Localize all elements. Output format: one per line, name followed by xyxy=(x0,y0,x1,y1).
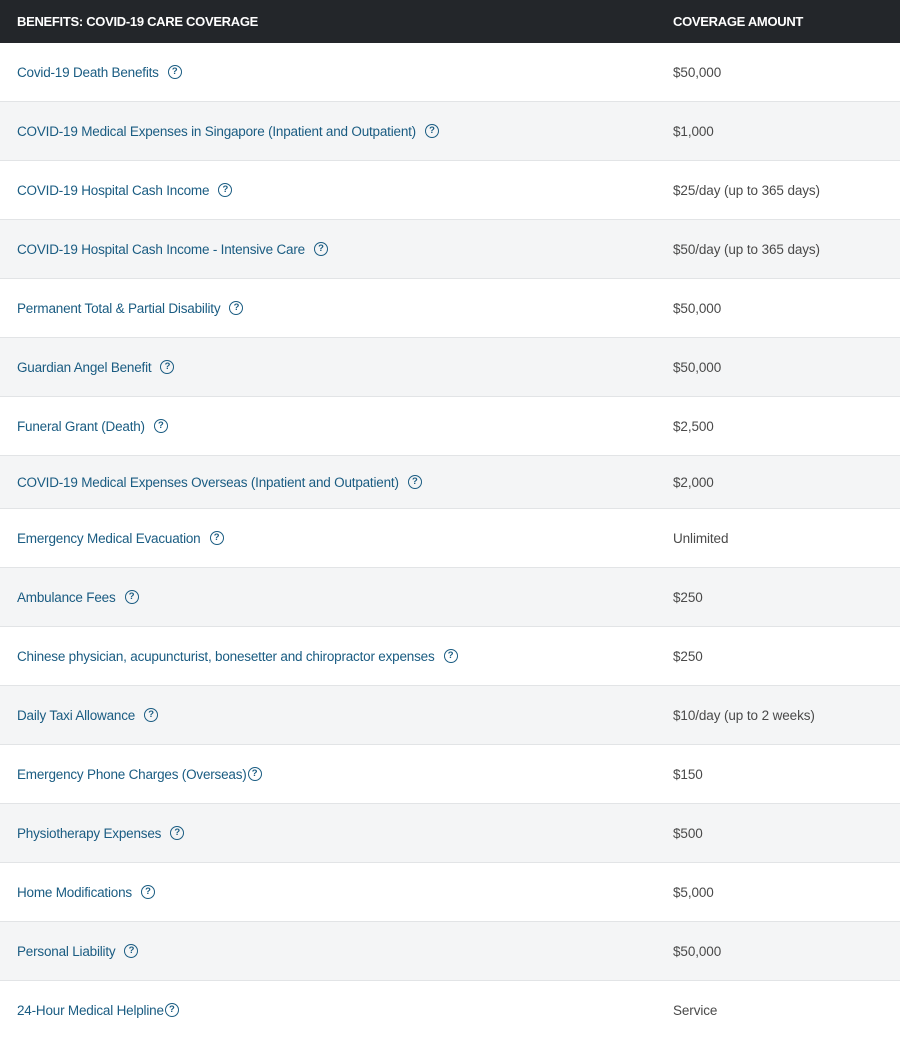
table-row xyxy=(0,686,900,745)
coverage-amount: $150 xyxy=(673,766,703,782)
help-icon[interactable]: ? xyxy=(408,475,422,489)
coverage-amount: $2,500 xyxy=(673,418,714,434)
benefit-link[interactable]: 24-Hour Medical Helpline xyxy=(17,1002,164,1018)
coverage-amount: Unlimited xyxy=(673,530,729,546)
table-header xyxy=(0,0,900,43)
table-row xyxy=(0,456,900,509)
coverage-amount: $50,000 xyxy=(673,64,722,80)
benefit-link[interactable]: COVID-19 Medical Expenses in Singapore (Inpatient and Outpatient) xyxy=(17,123,416,139)
coverage-amount: $250 xyxy=(673,648,703,664)
table-body xyxy=(0,43,900,1037)
benefit-link[interactable]: COVID-19 Medical Expenses Overseas (Inpatient and Outpatient) xyxy=(17,474,399,490)
help-icon[interactable]: ? xyxy=(210,531,224,545)
table-row xyxy=(0,102,900,161)
benefit-link[interactable]: Funeral Grant (Death) xyxy=(17,418,145,434)
benefit-cell xyxy=(0,242,673,257)
table-row xyxy=(0,509,900,568)
benefit-link[interactable]: Permanent Total & Partial Disability xyxy=(17,300,221,316)
coverage-amount: Service xyxy=(673,1002,718,1018)
benefit-link[interactable]: COVID-19 Hospital Cash Income xyxy=(17,182,210,198)
benefit-link[interactable]: Guardian Angel Benefit xyxy=(17,359,152,375)
help-icon[interactable]: ? xyxy=(125,590,139,604)
coverage-amount: $10/day (up to 2 weeks) xyxy=(673,707,815,723)
benefit-cell xyxy=(0,531,673,546)
table-row xyxy=(0,338,900,397)
benefit-link[interactable]: Emergency Phone Charges (Overseas) xyxy=(17,766,247,782)
table-row xyxy=(0,220,900,279)
help-icon[interactable]: ? xyxy=(124,944,138,958)
help-icon[interactable]: ? xyxy=(218,183,232,197)
benefit-cell xyxy=(0,1003,673,1018)
help-icon[interactable]: ? xyxy=(154,419,168,433)
coverage-amount: $50/day (up to 365 days) xyxy=(673,241,820,257)
coverage-amount: $50,000 xyxy=(673,300,722,316)
amount-column-header: COVERAGE AMOUNT xyxy=(673,14,804,29)
benefit-cell xyxy=(0,767,673,782)
table-row xyxy=(0,981,900,1037)
benefit-link[interactable]: Ambulance Fees xyxy=(17,589,116,605)
benefit-cell xyxy=(0,708,673,723)
table-row xyxy=(0,397,900,456)
help-icon[interactable]: ? xyxy=(170,826,184,840)
help-icon[interactable]: ? xyxy=(229,301,243,315)
benefit-cell xyxy=(0,944,673,959)
benefit-cell xyxy=(0,65,673,80)
coverage-amount: $2,000 xyxy=(673,474,714,490)
benefits-column-header: BENEFITS: COVID-19 CARE COVERAGE xyxy=(17,14,259,29)
coverage-amount: $50,000 xyxy=(673,359,722,375)
benefit-link[interactable]: COVID-19 Hospital Cash Income - Intensive Care xyxy=(17,241,305,257)
benefit-cell xyxy=(0,649,673,664)
benefit-cell xyxy=(0,360,673,375)
table-row xyxy=(0,43,900,102)
help-icon[interactable]: ? xyxy=(141,885,155,899)
coverage-amount: $25/day (up to 365 days) xyxy=(673,182,820,198)
benefit-link[interactable]: Covid-19 Death Benefits xyxy=(17,64,159,80)
coverage-amount: $500 xyxy=(673,825,703,841)
table-row xyxy=(0,922,900,981)
table-row xyxy=(0,745,900,804)
table-row xyxy=(0,279,900,338)
table-row xyxy=(0,804,900,863)
table-row xyxy=(0,161,900,220)
help-icon[interactable]: ? xyxy=(248,767,262,781)
benefit-cell xyxy=(0,301,673,316)
help-icon[interactable]: ? xyxy=(160,360,174,374)
table-row xyxy=(0,627,900,686)
benefit-cell xyxy=(0,475,673,490)
help-icon[interactable]: ? xyxy=(168,65,182,79)
help-icon[interactable]: ? xyxy=(144,708,158,722)
benefit-cell xyxy=(0,826,673,841)
benefit-link[interactable]: Daily Taxi Allowance xyxy=(17,707,136,723)
benefit-cell xyxy=(0,885,673,900)
benefit-link[interactable]: Home Modifications xyxy=(17,884,132,900)
coverage-amount: $50,000 xyxy=(673,943,722,959)
benefit-cell xyxy=(0,590,673,605)
table-row xyxy=(0,863,900,922)
benefit-link[interactable]: Chinese physician, acupuncturist, bonesetter and chiropractor expenses xyxy=(17,648,435,664)
help-icon[interactable]: ? xyxy=(165,1003,179,1017)
benefit-cell xyxy=(0,419,673,434)
benefit-link[interactable]: Personal Liability xyxy=(17,943,116,959)
benefit-cell xyxy=(0,183,673,198)
benefit-link[interactable]: Physiotherapy Expenses xyxy=(17,825,162,841)
coverage-amount: $1,000 xyxy=(673,123,714,139)
benefit-cell xyxy=(0,124,673,139)
help-icon[interactable]: ? xyxy=(425,124,439,138)
help-icon[interactable]: ? xyxy=(444,649,458,663)
coverage-amount: $5,000 xyxy=(673,884,714,900)
help-icon[interactable]: ? xyxy=(314,242,328,256)
benefit-link[interactable]: Emergency Medical Evacuation xyxy=(17,530,201,546)
coverage-amount: $250 xyxy=(673,589,703,605)
table-row xyxy=(0,568,900,627)
